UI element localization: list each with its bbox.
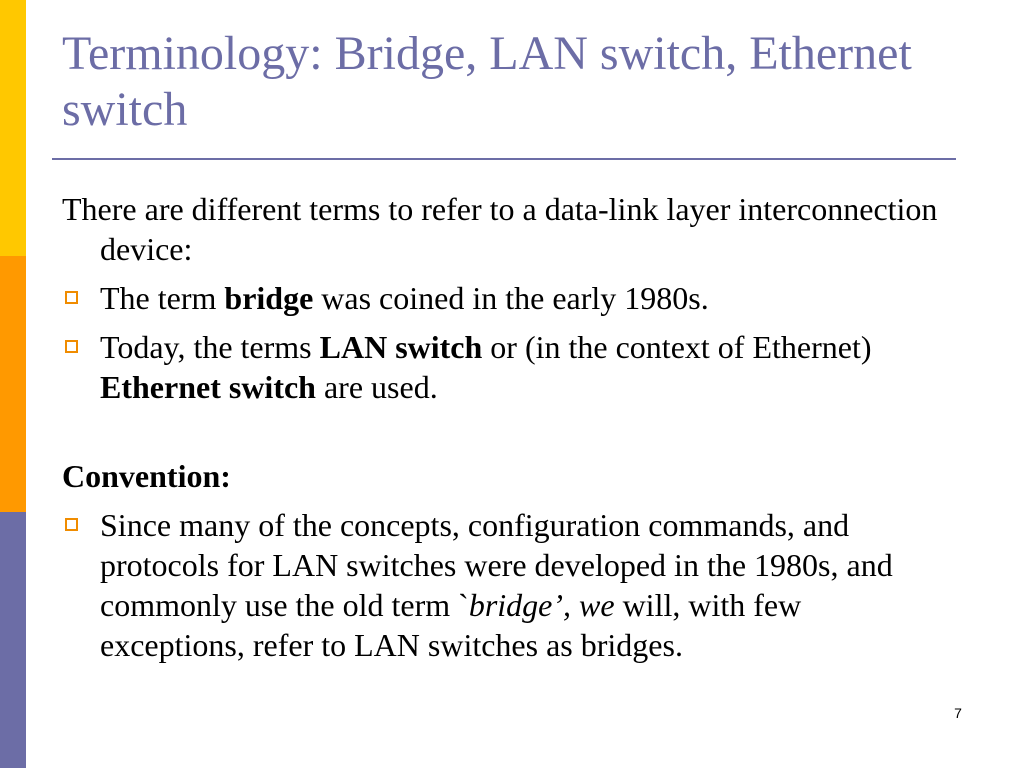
title-underline [52, 158, 956, 160]
bullet-text: or (in the context of Ethernet) [482, 329, 872, 365]
square-bullet-icon [65, 518, 78, 531]
page-number: 7 [954, 705, 962, 721]
accent-bar-top [0, 0, 26, 256]
accent-bar-bottom [0, 512, 26, 768]
bullet-bold-term: LAN switch [319, 329, 483, 365]
blank-line [62, 407, 942, 447]
convention-heading: Convention: [62, 458, 231, 494]
bullet-text: Today, the terms [100, 329, 320, 365]
bullet-text: are used. [315, 369, 438, 405]
bullet-text: Since many of the concepts, configuration commands, and protocols for LAN switches were developed in the 1980s, and commonly use the old term ` [100, 507, 893, 623]
accent-bar-middle [0, 256, 26, 512]
square-bullet-icon [65, 340, 78, 353]
intro-text: There are different terms to refer to a data-link layer interconnection device: [62, 191, 938, 267]
bullet-bold-term: bridge [224, 280, 314, 316]
bullet-bold-term: Ethernet switch [100, 369, 316, 405]
bullet-text: The term [100, 280, 225, 316]
square-bullet-icon [65, 291, 78, 304]
bullet-text: was coined in the early 1980s. [313, 280, 709, 316]
bullet-italic-term: bridge’, we [468, 587, 615, 623]
bullet-item-switch-terms [62, 327, 942, 407]
slide-title: Terminology: Bridge, LAN switch, Ethernet switch [62, 27, 912, 136]
slide-body [62, 189, 942, 665]
bullet-item-bridge [62, 278, 942, 318]
bullet-item-convention [62, 505, 942, 665]
bullet-text: will, with few exceptions, refer to LAN switches as bridges. [100, 587, 802, 663]
